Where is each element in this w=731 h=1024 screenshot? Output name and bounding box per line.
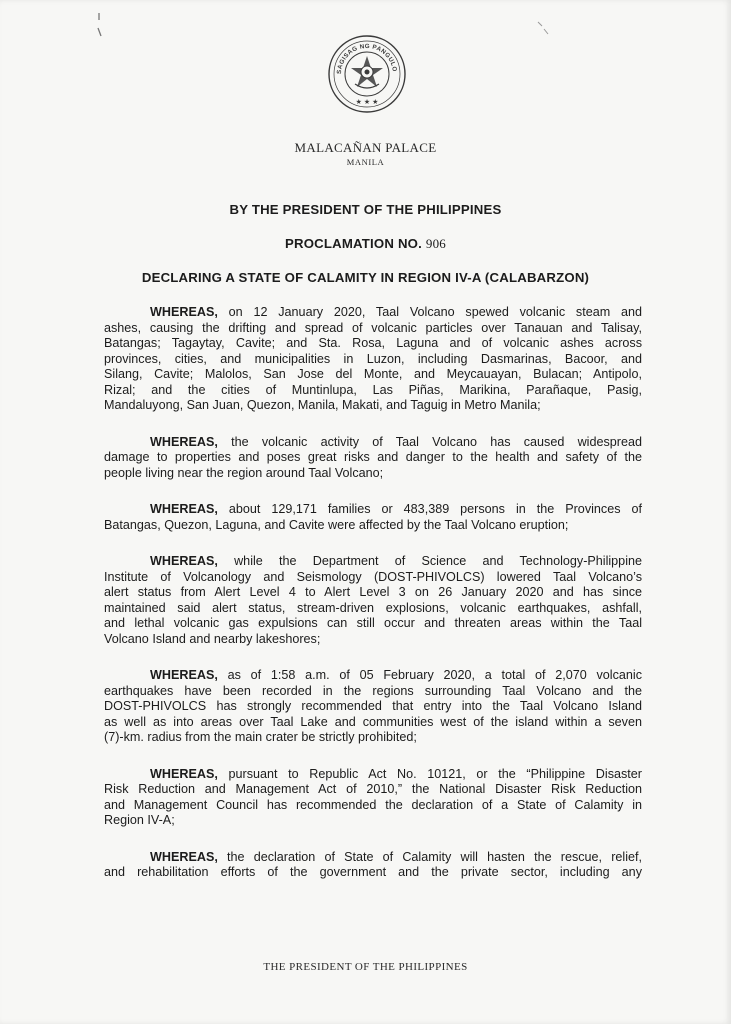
- line-text: as of 1:58 a.m. of 05 February 2020, a total of 2,070 volcanic: [217, 668, 642, 682]
- line-text: pursuant to Republic Act No. 10121, or the “Philippine Disaster: [217, 766, 642, 781]
- paragraph-line: Risk Reduction and Management Act of 2010,” the National Disaster Risk Reduction: [104, 782, 642, 796]
- paragraph-line: people living near the region around Taal Volcano;: [104, 465, 384, 480]
- paragraph-line: ashes, causing the drifting and spread of volcanic particles over Tanauan and Talisay,: [104, 320, 642, 335]
- line-text: while the Department of Science and Technology-Philippine: [217, 554, 642, 568]
- paragraph-line: Region IV-A;: [104, 813, 175, 827]
- line-text: about 129,171 families or 483,389 persons in the Provinces of: [217, 502, 642, 516]
- paragraph-line: and rehabilitation efforts of the government and the private sector, including any: [104, 865, 642, 879]
- whereas-lead: WHEREAS,: [150, 554, 218, 568]
- paragraph-line: DOST-PHIVOLCS has strongly recommended that entry into the Taal Volcano Island: [104, 699, 642, 713]
- paragraph-line: Silang, Cavite; Malolos, San Jose del Monte, and Meycauayan, Bulacan; Antipolo,: [104, 367, 642, 381]
- paragraph-line: and Management Council has recommended the declaration of a State of Calamity in: [104, 797, 642, 812]
- paragraph-line: alert status from Alert Level 4 to Alert Level 3 on 26 January 2020 and has since: [104, 585, 642, 599]
- paragraph-line: earthquakes have been recorded in the regions surrounding Taal Volcano and the: [104, 683, 642, 698]
- proclamation-prefix: PROCLAMATION NO.: [284, 236, 423, 251]
- whereas-lead: WHEREAS,: [150, 434, 218, 449]
- line-text: on 12 January 2020, Taal Volcano spewed volcanic steam and: [217, 305, 642, 319]
- seal-ring-text: SAGISAG NG PANGULO: [335, 42, 398, 75]
- paragraph-line: Mandaluyong, San Juan, Quezon, Manila, Makati, and Taguig in Metro Manila;: [104, 398, 541, 412]
- pen-mark: [96, 12, 102, 38]
- whereas-paragraph: [104, 850, 642, 881]
- paragraph-line: provinces, cities, and municipalities in Luzon, including Dasmarinas, Bacoor, and: [104, 351, 642, 366]
- whereas-lead: WHEREAS,: [150, 668, 218, 682]
- page-footer: THE PRESIDENT OF THE PHILIPPINES: [263, 961, 468, 973]
- paragraph-line: [104, 850, 642, 866]
- palace-city: MANILA: [346, 157, 385, 167]
- svg-text:★ ★ ★: ★ ★ ★: [355, 99, 379, 106]
- paragraph-line: Batangas, Quezon, Laguna, and Cavite were affected by the Taal Volcano eruption;: [104, 517, 569, 532]
- paragraph-line: (7)-km. radius from the main crater be strictly prohibited;: [104, 730, 417, 744]
- paragraph-line: Volcano Island and nearby lakeshores;: [104, 631, 321, 646]
- paragraph-line: [104, 767, 642, 783]
- issuer-heading: BY THE PRESIDENT OF THE PHILIPPINES: [229, 202, 502, 217]
- paragraph-line: [104, 554, 642, 570]
- paragraph-line: [104, 435, 642, 451]
- whereas-paragraph: [104, 668, 642, 746]
- proclamation-body: [104, 305, 642, 902]
- pen-mark: [536, 20, 550, 36]
- whereas-lead: WHEREAS,: [150, 766, 218, 781]
- paragraph-line: [104, 668, 642, 684]
- paragraph-line: maintained said alert status, stream-driven explosions, volcanic earthquakes, ashfall,: [104, 600, 642, 615]
- whereas-paragraph: [104, 502, 642, 533]
- paragraph-line: as well as into areas over Taal Lake and communities west of the island within a seven: [104, 714, 642, 729]
- whereas-lead: WHEREAS,: [150, 502, 218, 516]
- whereas-paragraph: [104, 767, 642, 829]
- paragraph-line: [104, 502, 642, 518]
- paragraph-line: damage to properties and poses great risks and danger to the health and safety of the: [104, 450, 642, 464]
- paragraph-line: and lethal volcanic gas expulsions can still occur and threaten areas within the Taal: [104, 616, 642, 630]
- paragraph-line: Batangas; Tagaytay, Cavite; and Sta. Rosa, Laguna and of volcanic ashes across: [104, 336, 642, 350]
- paragraph-line: [104, 305, 642, 321]
- whereas-paragraph: [104, 305, 642, 414]
- presidential-seal: [327, 34, 407, 114]
- line-text: the volcanic activity of Taal Volcano has caused widespread: [217, 434, 642, 449]
- proclamation-heading: [0, 236, 731, 252]
- whereas-lead: WHEREAS,: [150, 305, 218, 319]
- palace-name: MALACAÑAN PALACE: [294, 140, 437, 155]
- paragraph-line: Institute of Volcanology and Seismology (DOST-PHIVOLCS) lowered Taal Volcano’s: [104, 569, 642, 584]
- line-text: the declaration of State of Calamity will hasten the rescue, relief,: [217, 849, 642, 864]
- whereas-paragraph: [104, 554, 642, 647]
- proclamation-number: 906: [425, 236, 446, 251]
- paragraph-line: Rizal; and the cities of Muntinlupa, Las Piñas, Marikina, Parañaque, Pasig,: [104, 382, 642, 397]
- subject-heading: DECLARING A STATE OF CALAMITY IN REGION IV-A (CALABARZON): [141, 270, 590, 285]
- whereas-paragraph: [104, 435, 642, 482]
- whereas-lead: WHEREAS,: [150, 849, 218, 864]
